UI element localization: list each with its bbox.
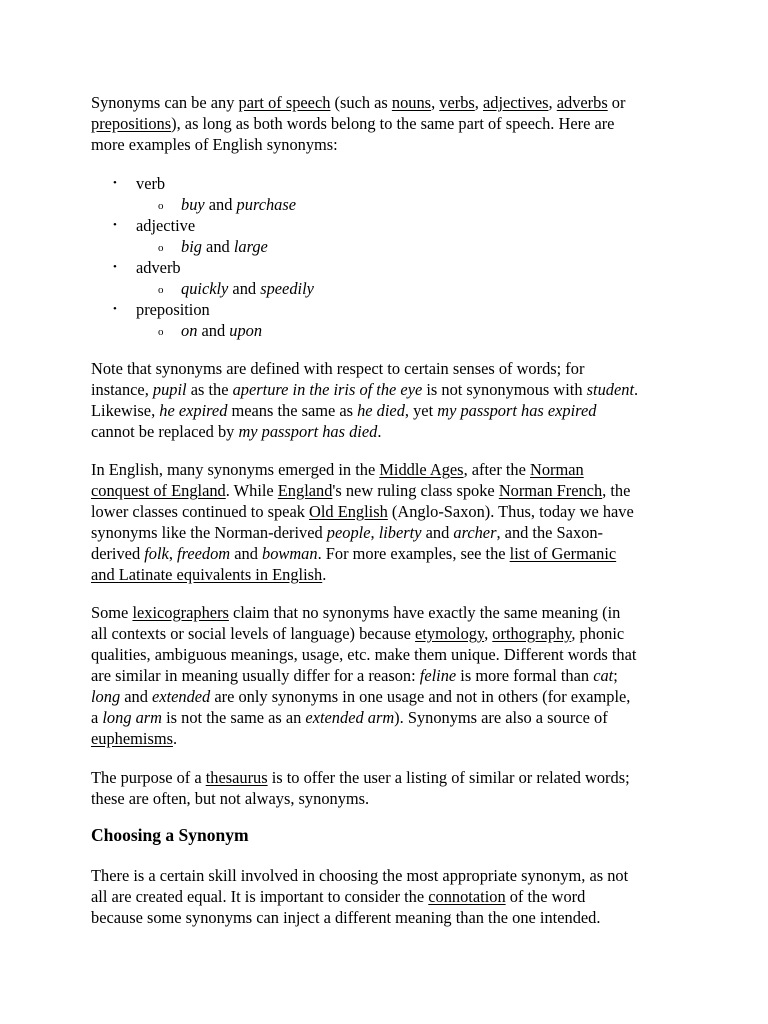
text-run: is to offer the user a listing of similar or related words; <box>267 768 630 787</box>
link-adverbs[interactable]: adverbs <box>556 93 608 112</box>
text-run: are only synonyms in one usage and not in others (for example, <box>210 687 631 706</box>
text-run: , and the Saxon- <box>496 523 603 542</box>
text-run: of the word <box>505 887 586 906</box>
italic-term: long <box>91 687 121 706</box>
example-pair <box>181 194 296 215</box>
history-paragraph <box>91 459 681 585</box>
text-run: There is a certain skill involved in choosing the most appropriate synonym, as not <box>91 866 629 885</box>
text-run: In English, many synonyms emerged in the <box>91 460 380 479</box>
text-run: , the <box>602 481 631 500</box>
italic-term: people <box>326 523 371 542</box>
example-word: big <box>181 237 202 256</box>
italic-term: bowman <box>262 544 318 563</box>
text-run: claim that no synonyms have exactly the same meaning (in <box>228 603 621 622</box>
text-run: these are often, but not always, synonyms. <box>91 789 370 808</box>
text-run: Likewise, <box>91 401 160 420</box>
link-lexicographers[interactable]: lexicographers <box>132 603 229 622</box>
text-run: lower classes continued to speak <box>91 502 310 521</box>
italic-term: extended arm <box>305 708 395 727</box>
italic-term: aperture in the iris of the eye <box>232 380 423 399</box>
text-run: Some <box>91 603 133 622</box>
section-heading: Choosing a Synonym <box>91 825 249 845</box>
circle-bullet-icon: o <box>158 284 164 296</box>
circle-bullet-icon: o <box>158 326 164 338</box>
text-run: , <box>474 93 483 112</box>
link-prepositions[interactable]: prepositions <box>91 114 172 133</box>
link-norman-conquest[interactable]: conquest of England <box>91 481 226 500</box>
text-run: , <box>431 93 440 112</box>
example-word: on <box>181 321 198 340</box>
text-run: and <box>230 544 263 563</box>
text-run: is more formal than <box>456 666 594 685</box>
example-word: quickly <box>181 279 229 298</box>
text-run: are similar in meaning usually differ for a reason: <box>91 666 420 685</box>
link-middle-ages[interactable]: Middle Ages <box>379 460 464 479</box>
link-thesaurus[interactable]: thesaurus <box>205 768 268 787</box>
text-run: . While <box>225 481 278 500</box>
link-norman-conquest[interactable]: Norman <box>530 460 584 479</box>
text-run: or <box>607 93 626 112</box>
text-run: and <box>120 687 153 706</box>
text-run: as the <box>186 380 233 399</box>
italic-term: pupil <box>152 380 187 399</box>
text-run: . <box>377 422 382 441</box>
lexicographers-paragraph <box>91 602 681 749</box>
text-run: ), as long as both words belong to the same part of speech. Here are <box>171 114 615 133</box>
text-run: (Anglo-Saxon). Thus, today we have <box>387 502 634 521</box>
italic-term: my passport has died <box>238 422 378 441</box>
example-pair <box>181 320 262 341</box>
part-of-speech-label: preposition <box>136 300 210 319</box>
link-germanic-latinate-list[interactable]: list of Germanic <box>509 544 617 563</box>
circle-bullet-icon: o <box>158 200 164 212</box>
text-run: derived <box>91 544 145 563</box>
text-run: , phonic <box>571 624 625 643</box>
text-run: Synonyms can be any <box>91 93 239 112</box>
text-run: instance, <box>91 380 153 399</box>
link-old-english[interactable]: Old English <box>309 502 388 521</box>
example-pair <box>181 236 268 257</box>
text-run: a <box>91 708 103 727</box>
part-of-speech-label: verb <box>136 174 166 193</box>
text-run: Note that synonyms are defined with respect to certain senses of words; for <box>91 359 585 378</box>
text-run: ; <box>613 666 618 685</box>
text-run: , yet <box>404 401 438 420</box>
text-run: , <box>370 523 379 542</box>
circle-bullet-icon: o <box>158 242 164 254</box>
italic-term: he died <box>357 401 405 420</box>
text-run: . <box>634 380 639 399</box>
text-run: , <box>168 544 178 563</box>
text-run: The purpose of a <box>91 768 206 787</box>
text-run: , <box>548 93 557 112</box>
italic-term: student <box>586 380 635 399</box>
italic-term: cat <box>593 666 614 685</box>
text-run: is not the same as an <box>162 708 306 727</box>
example-pair <box>181 278 314 299</box>
text-run: ). Synonyms are also a source of <box>394 708 608 727</box>
italic-term: archer <box>453 523 497 542</box>
senses-paragraph <box>91 358 681 442</box>
text-run: and <box>421 523 454 542</box>
choosing-paragraph <box>91 865 681 928</box>
text-run: synonyms like the Norman-derived <box>91 523 327 542</box>
link-etymology[interactable]: etymology <box>415 624 485 643</box>
part-of-speech-label: adverb <box>136 258 181 277</box>
link-verbs[interactable]: verbs <box>439 93 475 112</box>
example-word: upon <box>229 321 263 340</box>
italic-term: folk <box>144 544 169 563</box>
example-word: buy <box>181 195 205 214</box>
italic-term: my passport has expired <box>437 401 597 420</box>
italic-term: long arm <box>102 708 163 727</box>
text-run: because some synonyms can inject a different meaning than the one intended. <box>91 908 601 927</box>
link-england[interactable]: England <box>277 481 333 500</box>
example-word: speedily <box>260 279 314 298</box>
link-connotation[interactable]: connotation <box>428 887 506 906</box>
text-run: , <box>484 624 493 643</box>
text-run: , after the <box>463 460 530 479</box>
text-run: cannot be replaced by <box>91 422 239 441</box>
link-euphemisms[interactable]: euphemisms <box>91 729 173 748</box>
italic-term: he expired <box>159 401 228 420</box>
intro-paragraph <box>91 92 681 155</box>
italic-term: feline <box>419 666 457 685</box>
thesaurus-paragraph <box>91 767 681 809</box>
example-word: purchase <box>236 195 297 214</box>
link-norman-french[interactable]: Norman French <box>498 481 603 500</box>
bullet-icon: • <box>113 219 117 231</box>
text-run: is not synonymous with <box>422 380 587 399</box>
link-nouns[interactable]: nouns <box>391 93 432 112</box>
text-run: . For more examples, see the <box>317 544 510 563</box>
text-run: and <box>201 237 234 256</box>
part-of-speech-label: adjective <box>136 216 196 235</box>
text-run: (such as <box>330 93 392 112</box>
italic-term: freedom <box>177 544 231 563</box>
link-orthography[interactable]: orthography <box>492 624 572 643</box>
text-run: all are created equal. It is important to consider the <box>91 887 429 906</box>
bullet-icon: • <box>113 261 117 273</box>
text-run: 's new ruling class spoke <box>332 481 499 500</box>
text-run: qualities, ambiguous meanings, usage, etc. make them unique. Different words that <box>91 645 637 664</box>
text-run: and <box>197 321 230 340</box>
text-run: and <box>204 195 237 214</box>
text-run: more examples of English synonyms: <box>91 135 338 154</box>
text-run: . <box>172 729 178 748</box>
link-germanic-latinate-list[interactable]: and Latinate equivalents in English <box>91 565 323 584</box>
bullet-icon: • <box>113 177 117 189</box>
text-run: . <box>322 565 327 584</box>
link-adjectives[interactable]: adjectives <box>482 93 549 112</box>
example-word: large <box>233 237 268 256</box>
link-part-of-speech[interactable]: part of speech <box>238 93 331 112</box>
italic-term: extended <box>152 687 211 706</box>
bullet-icon: • <box>113 303 117 315</box>
text-run: and <box>228 279 261 298</box>
text-run: means the same as <box>227 401 358 420</box>
text-run: all contexts or social levels of language) because <box>91 624 416 643</box>
italic-term: liberty <box>378 523 422 542</box>
